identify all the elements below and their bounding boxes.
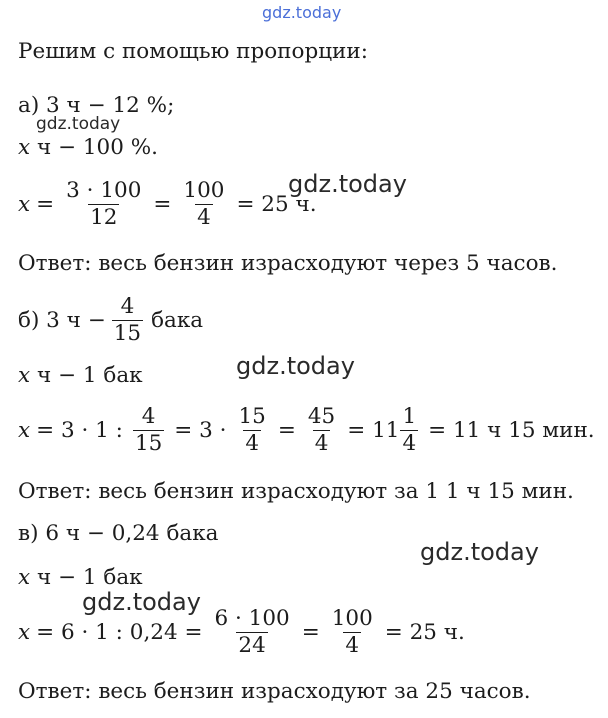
expression-segment: = 3 · (174, 418, 227, 443)
variable-x: x (18, 135, 31, 160)
fraction (112, 294, 143, 347)
intro-text: Решим с помощью пропорции: (18, 39, 368, 64)
part-b-equation (18, 404, 601, 457)
part-c-answer: Ответ: весь бензин израсходуют за 25 часов. (18, 679, 531, 704)
equals-sign: = (301, 620, 320, 645)
result: = 25 ч. (236, 192, 317, 217)
part-a-answer: Ответ: весь бензин израсходуют через 5 часов. (18, 251, 558, 276)
part-a-line1: а) 3 ч − 12 %; (18, 93, 175, 118)
denominator: 12 (90, 205, 118, 230)
fraction (212, 606, 291, 659)
fraction (133, 404, 164, 457)
denominator: 4 (197, 205, 211, 230)
numerator: 3 · 100 (66, 178, 142, 203)
denominator: 15 (113, 321, 142, 346)
result: = 11 ч 15 мин. (428, 418, 595, 443)
equals-sign: = (36, 192, 55, 217)
part-b-answer: Ответ: весь бензин израсходуют за 1 1 ч 15 мин. (18, 479, 574, 504)
part-b-suffix: бака (151, 308, 204, 333)
denominator: 4 (314, 431, 329, 456)
fraction (306, 404, 337, 457)
numerator: 45 (307, 404, 336, 429)
part-c-line1: в) 6 ч − 0,24 бака (18, 521, 219, 546)
fraction (237, 404, 268, 457)
variable-x: x (18, 418, 31, 443)
watermark-4: gdz.today (82, 588, 201, 616)
watermark-1: gdz.today (288, 170, 407, 198)
denominator: 4 (245, 431, 260, 456)
numerator: 15 (238, 404, 266, 429)
part-a-line2 (18, 134, 158, 162)
expression-segment: = 11 (347, 418, 400, 443)
expression-segment: = 3 · 1 : (36, 418, 123, 443)
part-c-line2-rest: ч − 1 бак (30, 565, 143, 590)
denominator: 15 (134, 431, 163, 456)
numerator: 100 (331, 606, 373, 631)
expression-segment: = 6 · 1 : 0,24 = (36, 620, 203, 645)
watermark-top: gdz.today (262, 3, 342, 22)
fraction (400, 404, 418, 457)
result: = 25 ч. (384, 620, 465, 645)
denominator: 4 (345, 633, 360, 658)
fraction (64, 178, 143, 231)
numerator: 6 · 100 (214, 606, 290, 631)
numerator: 4 (120, 294, 135, 319)
watermark-3: gdz.today (420, 538, 539, 566)
part-c-line2 (18, 564, 143, 592)
variable-x: x (18, 192, 31, 217)
fraction (181, 178, 226, 231)
numerator: 100 (183, 178, 225, 203)
part-b-line1 (18, 294, 203, 347)
watermark-2: gdz.today (236, 352, 355, 380)
watermark-small: gdz.today (36, 114, 121, 134)
numerator: 4 (141, 404, 156, 429)
denominator: 24 (238, 633, 266, 658)
part-b-line2 (18, 362, 143, 390)
part-b-prefix: б) 3 ч − (18, 308, 106, 333)
part-a-line2-rest: ч − 100 %. (30, 135, 159, 160)
equals-sign: = (153, 192, 172, 217)
variable-x: x (18, 363, 31, 388)
part-c-equation (18, 606, 471, 659)
variable-x: x (18, 620, 31, 645)
denominator: 4 (402, 431, 417, 456)
numerator: 1 (402, 404, 417, 429)
part-a-equation (18, 178, 323, 231)
variable-x: x (18, 565, 31, 590)
part-b-line2-rest: ч − 1 бак (30, 363, 143, 388)
mixed-number (341, 404, 422, 457)
fraction (330, 606, 375, 659)
equals-sign: = (277, 418, 296, 443)
